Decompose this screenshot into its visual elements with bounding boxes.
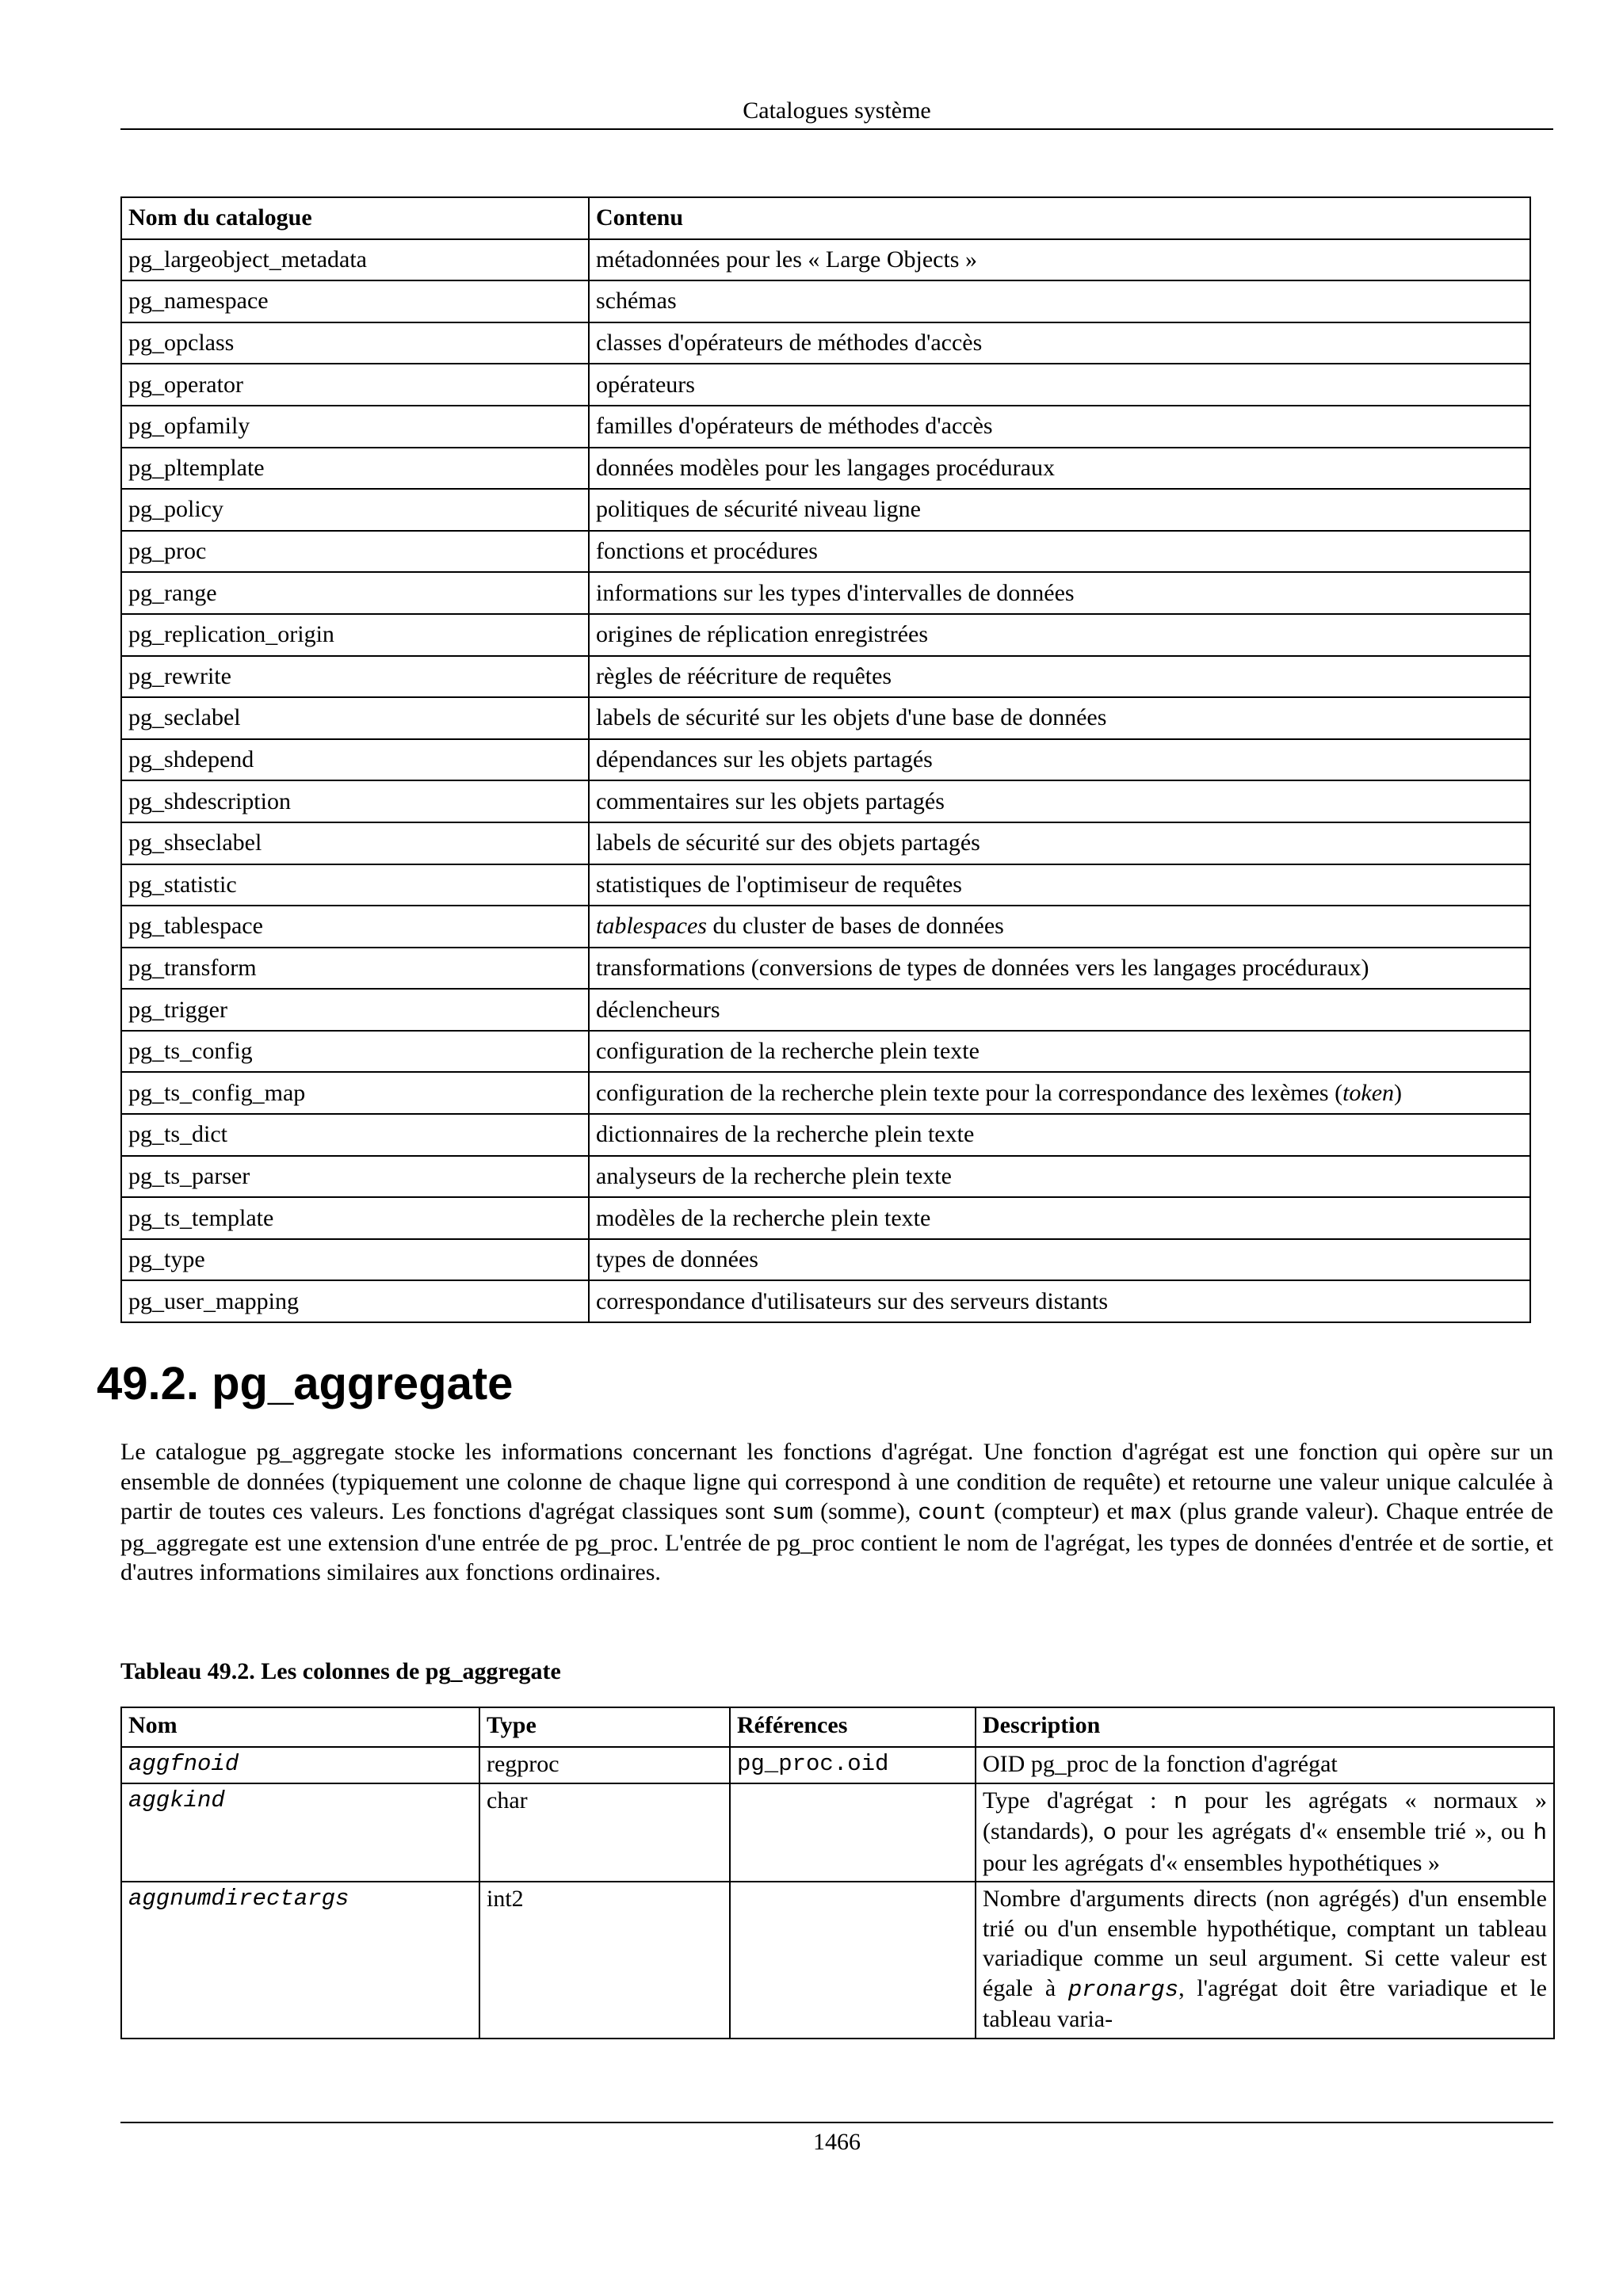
- content-text: ): [1394, 1079, 1403, 1106]
- catalog-name-cell: pg_opfamily: [121, 406, 589, 448]
- catalog-content-cell: [589, 1114, 1530, 1156]
- column-header: Contenu: [589, 197, 1530, 239]
- emphasis-text: token: [1342, 1079, 1395, 1106]
- table-row: [121, 1239, 1530, 1281]
- catalog-content-cell: [589, 406, 1530, 448]
- content-text: configuration de la recherche plein texte pour la correspondance des lexèmes (: [596, 1079, 1343, 1106]
- param-name: pronargs: [1067, 1976, 1179, 2003]
- desc-text: , l'agrégat doit être variadique et le tableau varia-: [983, 1974, 1547, 2032]
- catalog-name-cell: pg_opclass: [121, 322, 589, 364]
- catalog-name-cell: pg_operator: [121, 364, 589, 406]
- table-row: [121, 614, 1530, 656]
- content-text: schémas: [596, 288, 677, 315]
- code-value: n: [1173, 1788, 1188, 1815]
- table-row: [121, 948, 1530, 990]
- content-text: statistiques de l'optimiseur de requêtes: [596, 871, 962, 898]
- description-cell: [976, 1783, 1554, 1882]
- content-text: informations sur les types d'intervalles de données: [596, 579, 1075, 606]
- column-header: Description: [976, 1707, 1554, 1747]
- table-row: [121, 531, 1530, 573]
- code-count: count: [918, 1500, 987, 1526]
- table-row: [121, 1280, 1530, 1322]
- column-header: Références: [730, 1707, 976, 1747]
- catalog-name-cell: pg_type: [121, 1239, 589, 1281]
- type-cell: int2: [479, 1882, 730, 2039]
- catalog-name-cell: pg_user_mapping: [121, 1280, 589, 1322]
- catalog-name-cell: pg_pltemplate: [121, 448, 589, 490]
- table-row: [121, 864, 1530, 906]
- description-cell: [976, 1882, 1554, 2039]
- table-row: [121, 1072, 1530, 1114]
- catalog-content-cell: [589, 1072, 1530, 1114]
- catalog-name-cell: pg_transform: [121, 948, 589, 990]
- content-text: labels de sécurité sur des objets partagés: [596, 830, 980, 856]
- catalog-content-cell: [589, 448, 1530, 490]
- content-text: transformations (conversions de types de données vers les langages procéduraux): [596, 954, 1369, 981]
- column-name-cell: aggnumdirectargs: [121, 1882, 479, 2039]
- catalog-name-cell: pg_ts_config_map: [121, 1072, 589, 1114]
- catalog-content-cell: [589, 489, 1530, 531]
- table-caption: Tableau 49.2. Les colonnes de pg_aggregate: [120, 1658, 561, 1684]
- catalog-content-cell: [589, 364, 1530, 406]
- table-row: [121, 697, 1530, 739]
- catalog-content-cell: [589, 1197, 1530, 1239]
- desc-text: pour les agrégats d'« ensembles hypothétiques »: [983, 1849, 1440, 1876]
- content-text: commentaires sur les objets partagés: [596, 788, 945, 814]
- intro-paragraph: [120, 1437, 1553, 1588]
- catalog-content-cell: [589, 948, 1530, 990]
- description-cell: OID pg_proc de la fonction d'agrégat: [976, 1747, 1554, 1783]
- catalog-content-cell: [589, 989, 1530, 1031]
- references-cell: [730, 1783, 976, 1882]
- content-text: règles de réécriture de requêtes: [596, 662, 892, 689]
- table-row: [121, 280, 1530, 322]
- content-text: déclencheurs: [596, 996, 720, 1023]
- table-row: [121, 1156, 1530, 1198]
- catalog-name-cell: pg_rewrite: [121, 656, 589, 698]
- catalog-name-cell: pg_ts_template: [121, 1197, 589, 1239]
- content-text: modèles de la recherche plein texte: [596, 1204, 931, 1231]
- table-row: [121, 656, 1530, 698]
- content-text: labels de sécurité sur les objets d'une base de données: [596, 704, 1107, 731]
- table-row: [121, 906, 1530, 948]
- type-cell: regproc: [479, 1747, 730, 1783]
- catalog-content-cell: [589, 239, 1530, 281]
- catalog-name-cell: pg_policy: [121, 489, 589, 531]
- content-text: politiques de sécurité niveau ligne: [596, 496, 921, 523]
- catalog-name-cell: pg_trigger: [121, 989, 589, 1031]
- intro-text: (somme),: [813, 1498, 918, 1524]
- catalog-name-cell: pg_ts_dict: [121, 1114, 589, 1156]
- catalog-content-cell: [589, 572, 1530, 614]
- catalog-content-cell: [589, 906, 1530, 948]
- catalog-name-cell: pg_range: [121, 572, 589, 614]
- catalog-content-cell: [589, 1031, 1530, 1073]
- catalog-content-cell: [589, 822, 1530, 864]
- catalog-name-cell: pg_largeobject_metadata: [121, 239, 589, 281]
- content-text: configuration de la recherche plein texte: [596, 1038, 980, 1065]
- content-text: dictionnaires de la recherche plein texte: [596, 1121, 975, 1148]
- table-row: [121, 1031, 1530, 1073]
- table-row: [121, 322, 1530, 364]
- code-sum: sum: [771, 1500, 814, 1526]
- catalog-content-cell: [589, 780, 1530, 822]
- desc-text: Type d'agrégat :: [983, 1787, 1174, 1814]
- catalog-name-cell: pg_seclabel: [121, 697, 589, 739]
- table-row: [121, 489, 1530, 531]
- desc-text: pour les agrégats d'« ensemble trié », ou: [1116, 1818, 1533, 1844]
- table-row: [121, 822, 1530, 864]
- catalog-table: [120, 196, 1531, 1323]
- table-header-row: [121, 197, 1530, 239]
- catalog-content-cell: [589, 864, 1530, 906]
- catalog-name-cell: pg_namespace: [121, 280, 589, 322]
- catalog-content-cell: [589, 322, 1530, 364]
- catalog-content-cell: [589, 531, 1530, 573]
- content-text: dépendances sur les objets partagés: [596, 746, 933, 773]
- emphasis-text: tablespaces: [596, 913, 707, 940]
- table-row: [121, 739, 1530, 781]
- type-cell: char: [479, 1783, 730, 1882]
- content-text: du cluster de bases de données: [706, 913, 1004, 940]
- code-value: h: [1533, 1820, 1547, 1846]
- content-text: fonctions et procédures: [596, 538, 818, 565]
- content-text: métadonnées pour les « Large Objects »: [596, 246, 977, 273]
- page-number: 1466: [120, 2122, 1553, 2158]
- catalog-name-cell: pg_shdepend: [121, 739, 589, 781]
- catalog-name-cell: pg_shdescription: [121, 780, 589, 822]
- catalog-name-cell: pg_statistic: [121, 864, 589, 906]
- column-header: Nom du catalogue: [121, 197, 589, 239]
- table-row: [121, 239, 1530, 281]
- catalog-name-cell: pg_replication_origin: [121, 614, 589, 656]
- catalog-content-cell: [589, 1156, 1530, 1198]
- references-cell: [730, 1882, 976, 2039]
- table-row: [121, 1747, 1554, 1783]
- table-row: [121, 364, 1530, 406]
- table-row: [121, 448, 1530, 490]
- column-header: Nom: [121, 1707, 479, 1747]
- content-text: origines de réplication enregistrées: [596, 621, 929, 648]
- code-value: o: [1102, 1820, 1117, 1846]
- catalog-content-cell: [589, 1239, 1530, 1281]
- column-name-cell: aggfnoid: [121, 1747, 479, 1783]
- content-text: données modèles pour les langages procéduraux: [596, 454, 1055, 481]
- table-row: [121, 572, 1530, 614]
- catalog-name-cell: pg_ts_config: [121, 1031, 589, 1073]
- content-text: opérateurs: [596, 371, 695, 398]
- table-row: [121, 1114, 1530, 1156]
- column-name-cell: aggkind: [121, 1783, 479, 1882]
- catalog-content-cell: [589, 1280, 1530, 1322]
- table-row: [121, 989, 1530, 1031]
- content-text: analyseurs de la recherche plein texte: [596, 1162, 952, 1189]
- intro-text: (plus grande valeur). Chaque entrée de pg_aggregate est une extension d'une entrée de pg_proc. L'entrée de pg_proc contient le nom de l'agrégat, les types de données d'entrée et de sortie, et d'autres informations similaires aux fonctions ordinaires.: [120, 1498, 1554, 1585]
- catalog-name-cell: pg_tablespace: [121, 906, 589, 948]
- catalog-content-cell: [589, 280, 1530, 322]
- content-text: correspondance d'utilisateurs sur des serveurs distants: [596, 1287, 1109, 1314]
- intro-text: (compteur) et: [987, 1498, 1131, 1524]
- catalog-content-cell: [589, 739, 1530, 781]
- columns-table: [120, 1707, 1555, 2039]
- table-row: [121, 1197, 1530, 1239]
- catalog-name-cell: pg_shseclabel: [121, 822, 589, 864]
- catalog-name-cell: pg_proc: [121, 531, 589, 573]
- intro-text: Le catalogue pg_aggregate stocke les informations concernant les fonctions d'agrégat. Une fonction d'agrégat est une fonction qui opère sur un ensemble de données (typiquement une colonne de chaque ligne qui correspond à une condition de requête) et retourne une valeur unique calculée à partir de toutes ces valeurs. Les fonctions d'agrégat classiques sont: [120, 1439, 1553, 1524]
- catalog-content-cell: [589, 697, 1530, 739]
- table-row: [121, 780, 1530, 822]
- table-row: [121, 406, 1530, 448]
- column-header: Type: [479, 1707, 730, 1747]
- running-header: Catalogues système: [120, 93, 1553, 130]
- desc-text: pour les agrégats « normaux » (standards),: [983, 1787, 1547, 1844]
- catalog-name-cell: pg_ts_parser: [121, 1156, 589, 1198]
- code-max: max: [1130, 1500, 1173, 1526]
- content-text: classes d'opérateurs de méthodes d'accès: [596, 330, 983, 357]
- content-text: types de données: [596, 1246, 758, 1273]
- table-header-row: [121, 1707, 1554, 1747]
- table-row: [121, 1882, 1554, 2039]
- desc-text: Nombre d'arguments directs (non agrégés) d'un ensemble trié ou d'un ensemble hypothétique, comptant un tableau variadique comme un seul argument. Si cette valeur est égale à: [983, 1886, 1547, 2001]
- content-text: familles d'opérateurs de méthodes d'accès: [596, 413, 993, 440]
- table-row: [121, 1783, 1554, 1882]
- references-cell: pg_proc.oid: [730, 1747, 976, 1783]
- catalog-content-cell: [589, 656, 1530, 698]
- catalog-content-cell: [589, 614, 1530, 656]
- section-title: 49.2. pg_aggregate: [97, 1358, 514, 1409]
